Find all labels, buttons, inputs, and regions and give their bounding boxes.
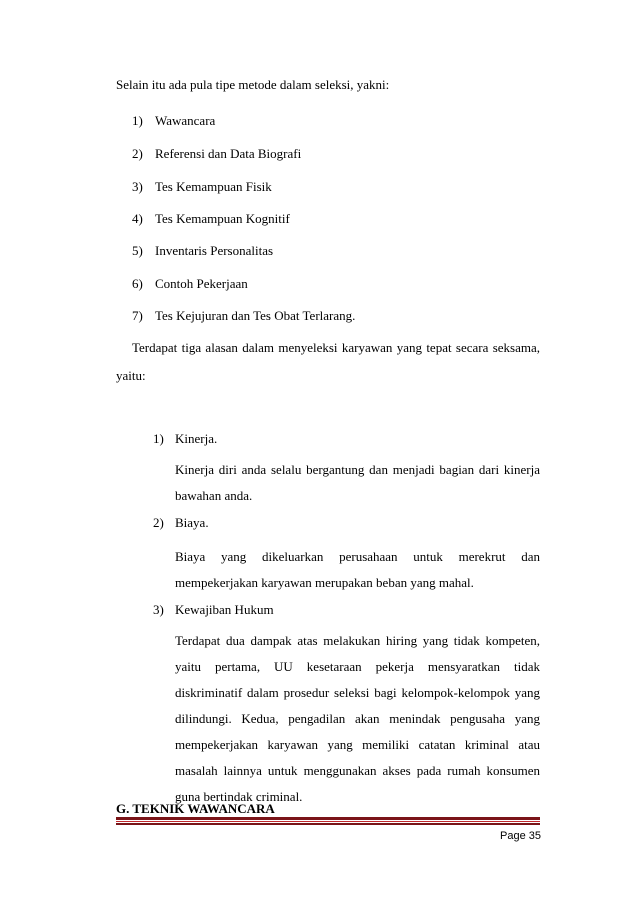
reasons-intro-line2: yaitu: — [116, 368, 146, 383]
method-item: Wawancara — [155, 113, 216, 128]
method-item: Contoh Pekerjaan — [155, 276, 248, 291]
reason-body: Biaya yang dikeluarkan perusahaan untuk merekrut dan mempekerjakan karyawan merupakan beban yang mahal. — [175, 549, 540, 590]
method-num: 6) — [132, 276, 143, 291]
reason-num: 3) — [153, 602, 164, 617]
method-num: 7) — [132, 308, 143, 323]
reason-title: Kewajiban Hukum — [175, 602, 274, 617]
footer-rule-thin — [116, 821, 540, 822]
method-num: 4) — [132, 211, 143, 226]
method-item: Tes Kemampuan Kognitif — [155, 211, 290, 226]
reason-num: 1) — [153, 431, 164, 446]
footer-rule-dark — [116, 817, 540, 820]
reasons-intro-line1: Terdapat tiga alasan dalam menyeleksi karyawan yang tepat secara seksama, — [132, 340, 540, 355]
method-num: 3) — [132, 179, 143, 194]
method-num: 1) — [132, 113, 143, 128]
reason-title: Biaya. — [175, 515, 209, 530]
method-item: Referensi dan Data Biografi — [155, 146, 302, 161]
method-item: Tes Kemampuan Fisik — [155, 179, 272, 194]
reason-title: Kinerja. — [175, 431, 218, 446]
section-heading: G. TEKNIK WAWANCARA — [116, 801, 275, 816]
reason-body: Kinerja diri anda selalu bergantung dan menjadi bagian dari kinerja bawahan anda. — [175, 462, 540, 503]
reason-num: 2) — [153, 515, 164, 530]
method-num: 2) — [132, 146, 143, 161]
method-num: 5) — [132, 243, 143, 258]
method-item: Tes Kejujuran dan Tes Obat Terlarang. — [155, 308, 356, 323]
method-item: Inventaris Personalitas — [155, 243, 274, 258]
footer-rule-dark-lower — [116, 823, 540, 825]
intro-text: Selain itu ada pula tipe metode dalam seleksi, yakni: — [116, 77, 390, 92]
reason-body: Terdapat dua dampak atas melakukan hiring yang tidak kompeten, yaitu pertama, UU kesetaraan pekerja mensyaratkan tidak diskriminatif dalam prosedur seleksi bagi kelompok-kelompok yang dilindungi. Kedua, pengadilan akan menindak pengusaha yang mempekerjakan karyawan yang memiliki catatan kriminal atau masalah lainnya untuk menggunakan akses pada rumah konsumen guna bertindak criminal. — [175, 633, 540, 804]
page-number: Page 35 — [500, 830, 541, 842]
